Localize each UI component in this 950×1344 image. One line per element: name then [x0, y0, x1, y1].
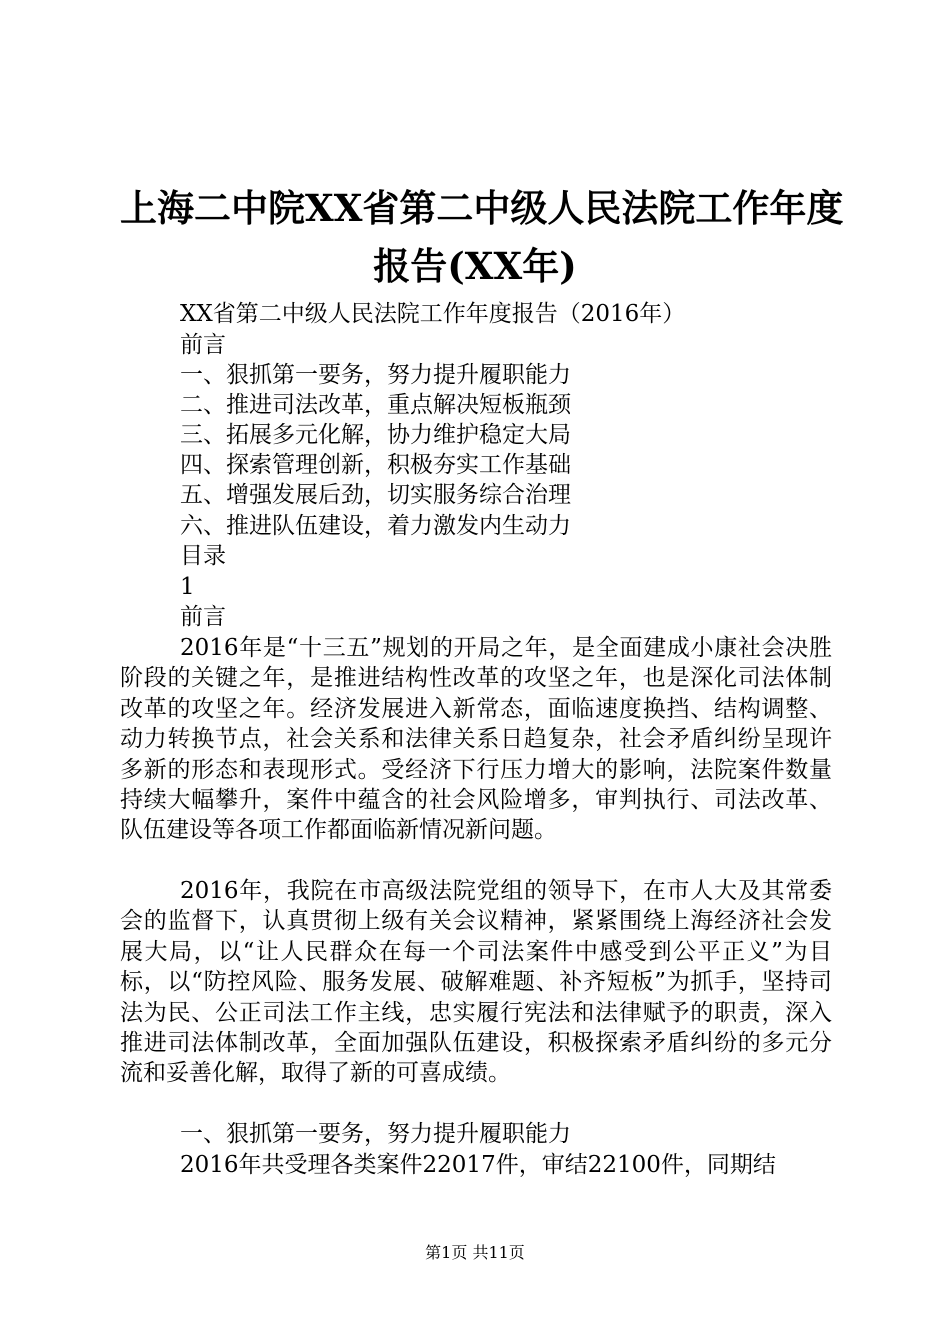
page-footer: 第1页 共11页: [425, 1243, 525, 1262]
toc-item: 一、狠抓第一要务，努力提升履职能力: [180, 362, 571, 388]
toc-item: 前言: [180, 332, 226, 358]
section-heading-preface: 前言: [180, 604, 226, 630]
body-paragraph: 2016年是“十三五”规划的开局之年，是全面建成小康社会决胜阶段的关键之年，是推进结构性改革的攻坚之年，也是深化司法体制改革的攻坚之年。经济发展进入新常态，面临速度换挡、结构调整、动力转换节点，社会关系和法律关系日趋复杂，社会矛盾纠纷呈现许多新的形态和表现形式。受经济下行压力增大的影响，法院案件数量持续大幅攀升，案件中蕴含的社会风险增多，审判执行、司法改革、队伍建设等各项工作都面临新情况新问题。: [120, 635, 832, 844]
toc-item: 六、推进队伍建设，着力激发内生动力: [180, 513, 571, 539]
section-heading: 一、狠抓第一要务，努力提升履职能力: [180, 1121, 571, 1147]
body-paragraph-start: 2016年共受理各类案件22017件，审结22100件，同期结: [180, 1152, 776, 1178]
toc-heading: 目录: [180, 543, 226, 569]
toc-item: 二、推进司法改革，重点解决短板瓶颈: [180, 392, 571, 418]
document-title-line-1: 上海二中院XX省第二中级人民法院工作年度: [120, 186, 844, 230]
toc-item: 五、增强发展后劲，切实服务综合治理: [180, 482, 571, 508]
toc-page-number: 1: [180, 574, 195, 600]
toc-item: 四、探索管理创新，积极夯实工作基础: [180, 452, 571, 478]
document-subtitle: XX省第二中级人民法院工作年度报告（2016年）: [180, 301, 686, 327]
document-title-line-2: 报告(XX年): [373, 244, 577, 288]
toc-item: 三、拓展多元化解，协力维护稳定大局: [180, 422, 571, 448]
body-paragraph: 2016年，我院在市高级法院党组的领导下，在市人大及其常委会的监督下，认真贯彻上级有关会议精神，紧紧围绕上海经济社会发展大局，以“让人民群众在每一个司法案件中感受到公平正义”为目标，以“防控风险、服务发展、破解难题、补齐短板”为抓手，坚持司法为民、公正司法工作主线，忠实履行宪法和法律赋予的职责，深入推进司法体制改革，全面加强队伍建设，积极探索矛盾纠纷的多元分流和妥善化解，取得了新的可喜成绩。: [120, 878, 832, 1087]
